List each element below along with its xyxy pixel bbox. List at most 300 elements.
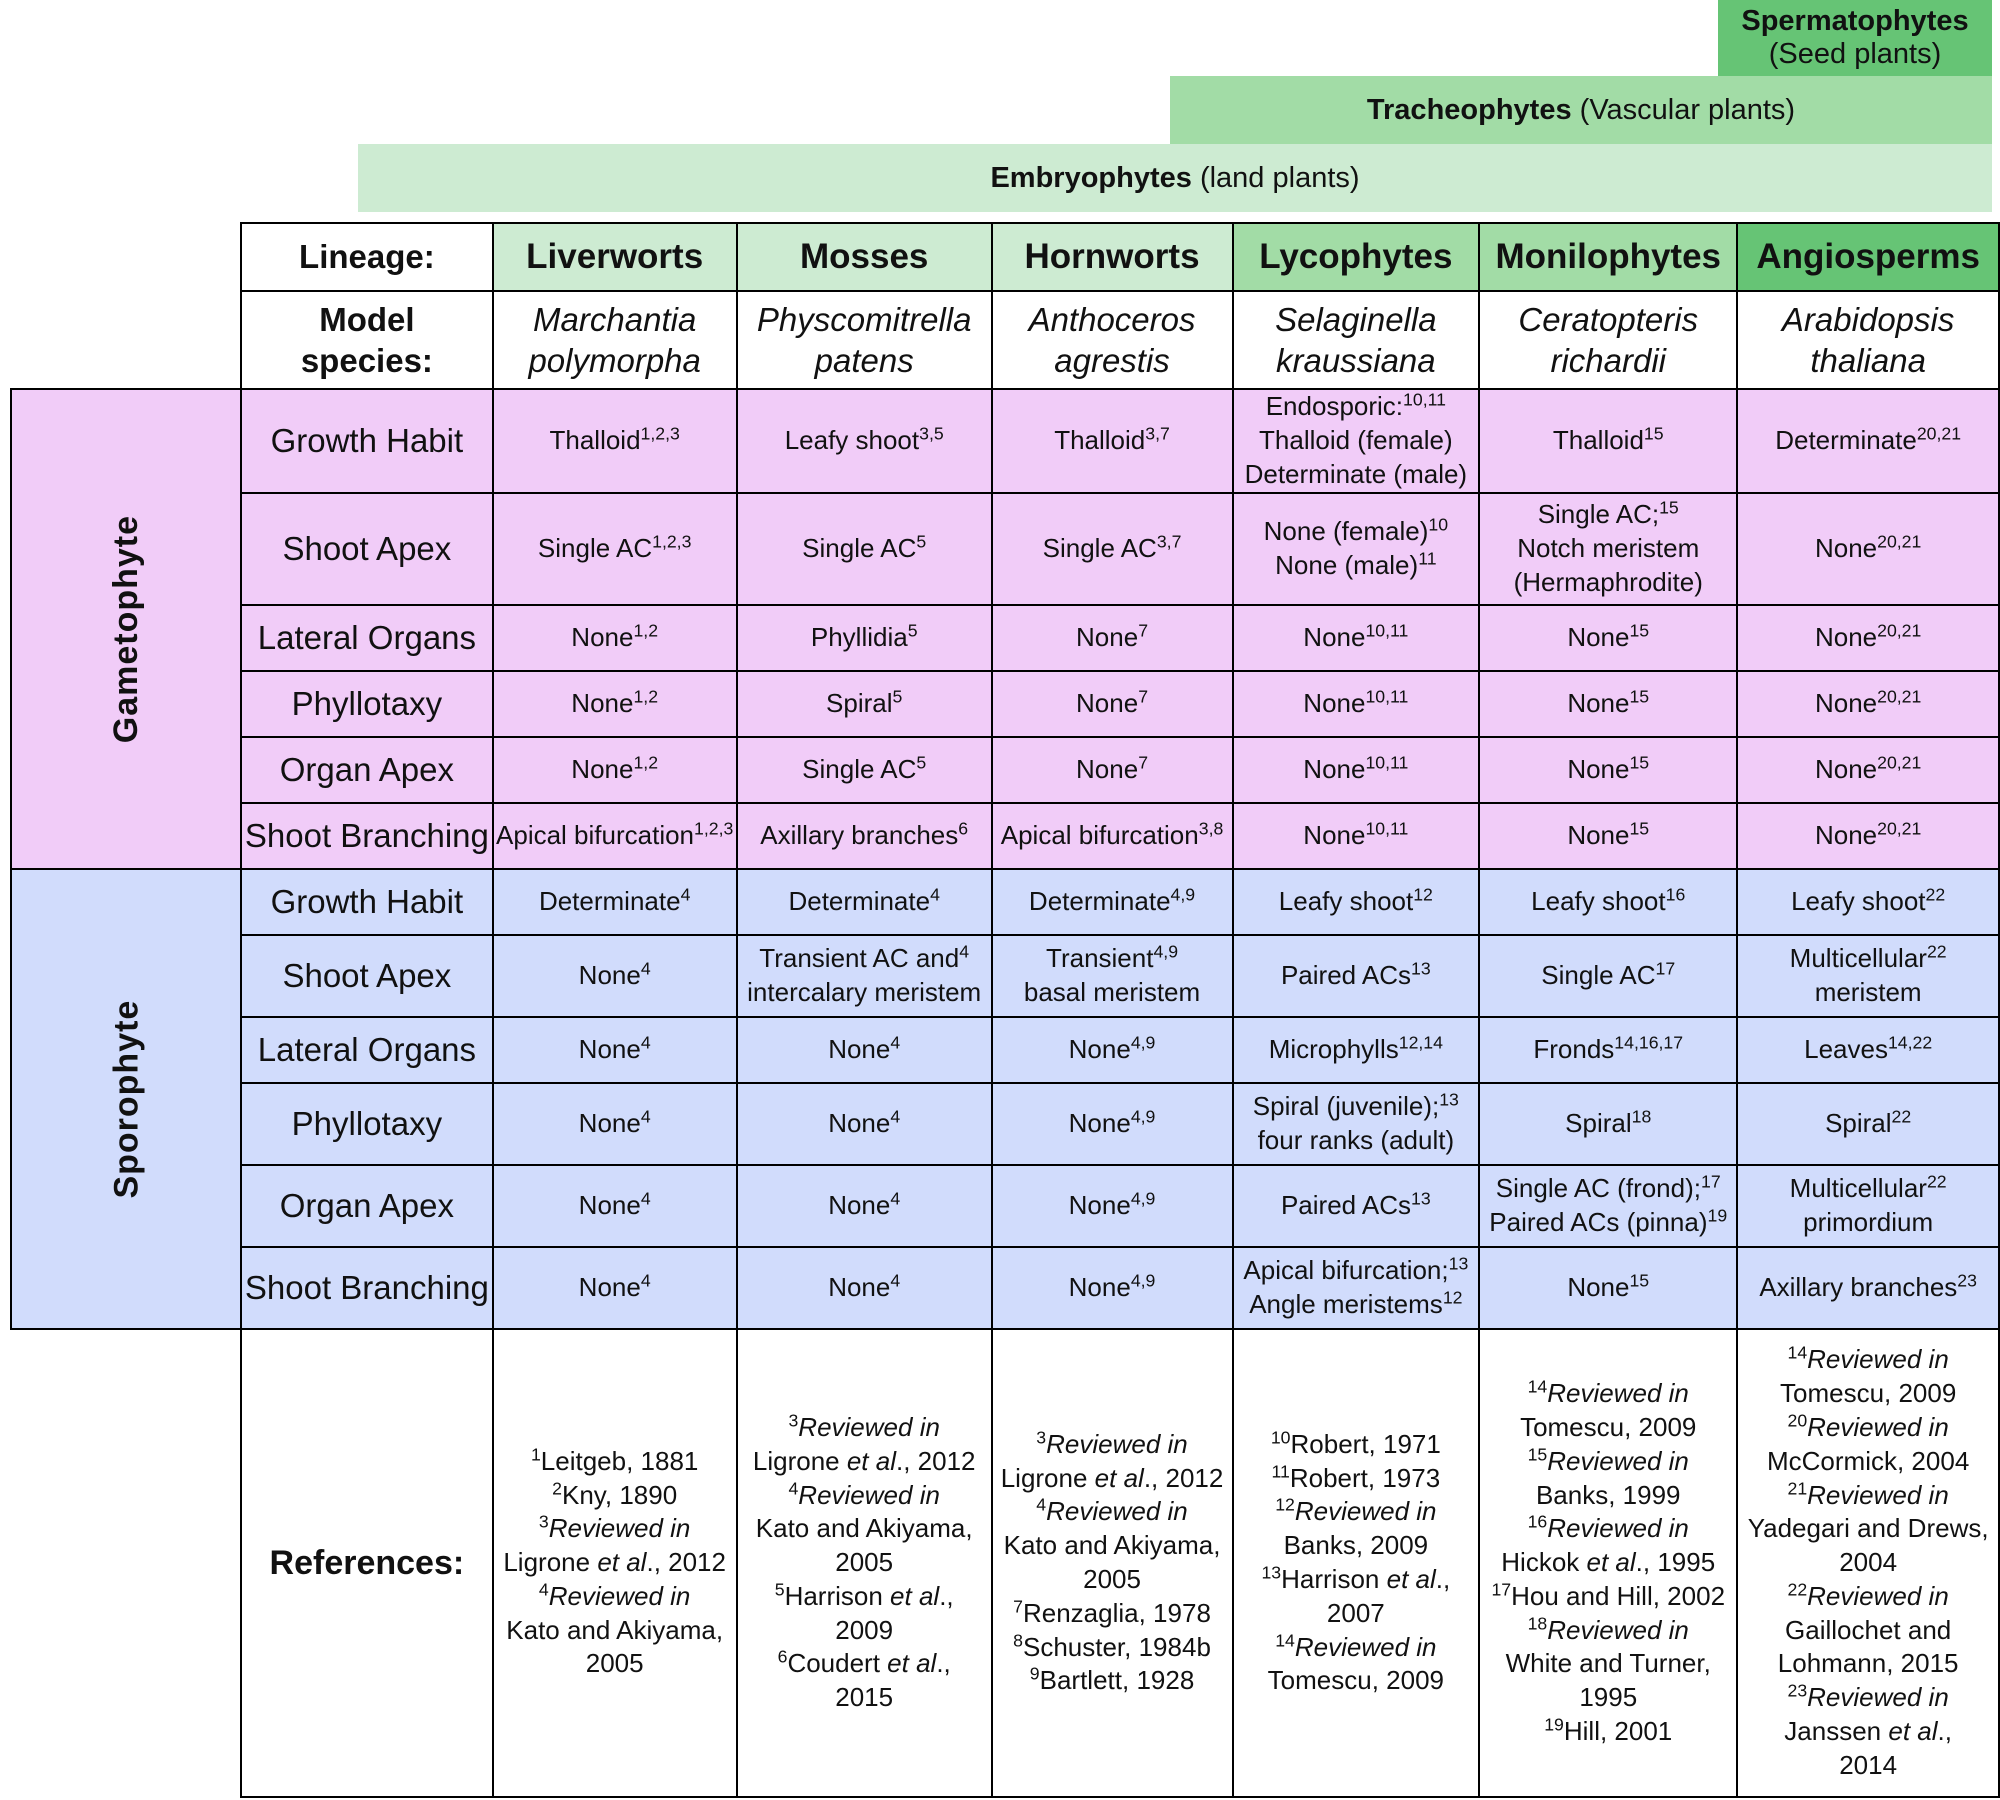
reference-text: 2005 (835, 1547, 894, 1578)
trait-line (1234, 549, 1479, 583)
reference-line (1480, 1647, 1736, 1681)
trait-label: Shoot Branching (241, 803, 492, 869)
citation-superscript: 13 (1448, 1253, 1469, 1274)
trait-line (738, 1271, 991, 1305)
trait-line (1480, 424, 1736, 458)
trait-cell (737, 1247, 992, 1329)
trait-cell (992, 671, 1233, 737)
trait-text: Thalloid (1552, 425, 1644, 456)
reference-line (1480, 1614, 1736, 1648)
citation-superscript: 15 (1629, 620, 1650, 641)
lineage-lycophytes: Lycophytes (1233, 223, 1480, 291)
species-genus: Arabidopsis (1781, 300, 1955, 338)
trait-cell (493, 1165, 737, 1247)
trait-line (1480, 959, 1736, 993)
citation-superscript: 23 (1957, 1270, 1977, 1291)
reference-line (993, 1529, 1232, 1563)
trait-text: None (1814, 533, 1878, 564)
trait-text: None (1814, 754, 1878, 785)
trait-text: Single AC (frond); (1495, 1173, 1701, 1204)
species-genus: Selaginella (1275, 300, 1437, 338)
reference-line (993, 1428, 1232, 1462)
trait-line (738, 753, 991, 787)
trait-cell (1233, 1165, 1480, 1247)
reference-text: Kato and Akiyama, (1003, 1530, 1221, 1561)
trait-label: Phyllotaxy (241, 671, 492, 737)
trait-text: None (1303, 622, 1366, 653)
species-label (241, 291, 492, 389)
trait-line (1234, 424, 1479, 458)
reference-italic: Reviewed in (1807, 1682, 1949, 1713)
reference-number: 5 (774, 1579, 785, 1600)
citation-superscript: 1,2,3 (694, 818, 734, 839)
trait-line (1234, 1033, 1479, 1067)
trait-text: Thalloid (1054, 425, 1146, 456)
reference-line (1234, 1664, 1479, 1698)
trait-text: Paired ACs (pinna) (1489, 1207, 1708, 1237)
reference-line (738, 1614, 991, 1648)
trait-line (1480, 687, 1736, 721)
trait-line (1480, 1172, 1736, 1206)
trait-label: Lateral Organs (241, 605, 492, 671)
reference-italic: Reviewed in (1547, 1378, 1689, 1409)
trait-label: Organ Apex (241, 1165, 492, 1247)
trait-cell (1737, 1017, 1999, 1083)
sporophyte-row-organ-apex (11, 1165, 1999, 1247)
reference-italic: Reviewed in (548, 1513, 691, 1544)
reference-line (1480, 1512, 1736, 1546)
trait-line (1234, 687, 1479, 721)
reference-italic: Reviewed in (798, 1479, 940, 1510)
reference-number: 17 (1491, 1579, 1512, 1600)
citation-superscript: 4 (680, 884, 691, 905)
embryophytes-name: Embryophytes (990, 161, 1192, 194)
reference-text: Tomescu, 2009 (1267, 1665, 1444, 1696)
reference-number: 16 (1527, 1511, 1548, 1532)
reference-text: Kny, 1890 (562, 1479, 678, 1510)
trait-text: None (578, 1272, 641, 1303)
citation-superscript: 13 (1439, 1089, 1459, 1110)
trait-line (1234, 1124, 1479, 1158)
reference-text: 2009 (835, 1614, 894, 1645)
trait-line (494, 424, 736, 458)
trait-text: Leafy shoot (1791, 886, 1926, 917)
trait-cell (1479, 1017, 1737, 1083)
species-genus: Ceratopteris (1518, 300, 1699, 338)
citation-superscript: 3,5 (919, 423, 944, 444)
trait-line (738, 942, 991, 976)
reference-number: 14 (1787, 1342, 1808, 1363)
reference-number: 3 (538, 1511, 549, 1532)
trait-cell (992, 737, 1233, 803)
trait-cell (1479, 803, 1737, 869)
citation-superscript: 20,21 (1877, 620, 1922, 641)
citation-superscript: 20,21 (1877, 686, 1922, 707)
citation-superscript: 22 (1925, 884, 1946, 905)
trait-text: Determinate (male) (1244, 458, 1468, 489)
citation-superscript: 10,11 (1365, 620, 1409, 641)
trait-line (738, 424, 991, 458)
trait-cell (1479, 1083, 1737, 1165)
trait-cell (1233, 737, 1480, 803)
reference-line (494, 1647, 736, 1681)
trait-line (1234, 959, 1479, 993)
trait-cell (737, 869, 992, 935)
trait-line (1738, 819, 1998, 853)
references-label: References: (241, 1329, 492, 1797)
reference-italic: et al (846, 1445, 896, 1476)
reference-line (1480, 1715, 1736, 1749)
trait-cell (992, 493, 1233, 605)
reference-line (993, 1664, 1232, 1698)
trait-line (993, 1033, 1232, 1067)
citation-superscript: 4 (890, 1032, 901, 1053)
tracheophytes-name: Tracheophytes (1366, 93, 1572, 126)
trait-text: Determinate (788, 886, 931, 917)
trait-line (1480, 532, 1736, 566)
citation-superscript: 4 (640, 958, 651, 979)
species-physcomitrella (737, 291, 992, 389)
reference-line (494, 1580, 736, 1614)
trait-cell (1737, 737, 1999, 803)
reference-text: ., (1937, 1716, 1952, 1747)
trait-cell (737, 389, 992, 493)
gametophyte-section-text: Gametophyte (107, 514, 146, 744)
reference-text: Schuster, 1984b (1022, 1631, 1211, 1662)
trait-text: primordium (1803, 1207, 1934, 1237)
reference-italic: Reviewed in (1547, 1614, 1689, 1645)
trait-cell (1233, 389, 1480, 493)
citation-superscript: 1,2 (633, 752, 659, 773)
reference-line (1738, 1445, 1998, 1479)
trait-line (1738, 1172, 1998, 1206)
trait-text: Spiral (juvenile); (1252, 1091, 1440, 1122)
trait-line (738, 976, 991, 1010)
trait-cell (1479, 493, 1737, 605)
reference-text: Ligrone (503, 1547, 598, 1578)
trait-text: None (1814, 688, 1878, 719)
trait-text: None (1303, 688, 1366, 719)
reference-line (993, 1597, 1232, 1631)
reference-line (738, 1445, 991, 1479)
trait-text: Single AC (537, 533, 653, 564)
trait-text: (Hermaphrodite) (1513, 566, 1703, 597)
species-label-line: species: (300, 342, 433, 379)
reference-text: Hou and Hill, 2002 (1511, 1580, 1726, 1611)
reference-line (1480, 1681, 1736, 1715)
reference-line (1234, 1631, 1479, 1665)
reference-number: 12 (1275, 1494, 1295, 1515)
species-row (11, 291, 1999, 389)
citation-superscript: 19 (1707, 1205, 1728, 1226)
trait-cell (493, 935, 737, 1017)
reference-text: ., (1435, 1564, 1451, 1594)
trait-line (993, 687, 1232, 721)
reference-number: 3 (1036, 1427, 1047, 1448)
reference-line (993, 1462, 1232, 1496)
reference-number: 21 (1787, 1477, 1808, 1498)
citation-superscript: 12 (1413, 884, 1433, 905)
trait-line (993, 1107, 1232, 1141)
citation-superscript: 10,11 (1365, 686, 1409, 707)
trait-text: None (1076, 622, 1139, 653)
reference-text: 2005 (585, 1648, 644, 1679)
citation-superscript: 17 (1655, 958, 1676, 979)
citation-superscript: 7 (1138, 620, 1149, 641)
citation-superscript: 13 (1411, 958, 1431, 979)
trait-text: None (1567, 688, 1630, 719)
species-epithet: kraussiana (1276, 342, 1436, 379)
trait-cell (737, 737, 992, 803)
trait-cell (1737, 671, 1999, 737)
reference-text: Tomescu, 2009 (1520, 1411, 1697, 1442)
citation-superscript: 7 (1138, 686, 1149, 707)
reference-number: 19 (1544, 1714, 1564, 1735)
reference-line (1738, 1580, 1998, 1614)
citation-superscript: 4,9 (1153, 941, 1179, 962)
references-cell (737, 1329, 992, 1797)
species-ceratopteris (1479, 291, 1737, 389)
trait-cell (493, 605, 737, 671)
reference-line (993, 1495, 1232, 1529)
trait-line (494, 1189, 736, 1223)
trait-cell (493, 803, 737, 869)
trait-cell (493, 737, 737, 803)
trait-text: None (female) (1263, 516, 1429, 547)
trait-text: None (1076, 754, 1139, 785)
trait-text: Paired ACs (1280, 960, 1412, 991)
citation-superscript: 15 (1629, 752, 1650, 773)
trait-text: Single AC (1042, 533, 1157, 564)
citation-superscript: 20,21 (1877, 752, 1922, 773)
reference-number: 9 (1029, 1663, 1040, 1684)
trait-text: Fronds (1533, 1034, 1615, 1065)
species-epithet: polymorpha (528, 342, 701, 379)
reference-text: Leitgeb, 1881 (540, 1445, 699, 1476)
gametophyte-section-label (11, 389, 241, 869)
trait-line (494, 1107, 736, 1141)
references-cell (493, 1329, 737, 1797)
embryophytes-desc: (land plants) (1199, 161, 1360, 194)
trait-text: None (571, 688, 634, 719)
trait-cell (737, 1083, 992, 1165)
reference-text: Lohmann, 2015 (1777, 1648, 1959, 1679)
trait-text: Apical bifurcation (1000, 820, 1199, 851)
citation-superscript: 3,8 (1198, 818, 1224, 839)
reference-text: Harrison (784, 1580, 891, 1611)
trait-cell (992, 1017, 1233, 1083)
trait-line (1234, 621, 1479, 655)
trait-text: Multicellular (1789, 943, 1927, 974)
reference-number: 4 (1036, 1494, 1047, 1515)
citation-superscript: 4 (640, 1188, 651, 1209)
species-genus: Marchantia (533, 300, 697, 338)
citation-superscript: 5 (907, 620, 918, 641)
trait-text: Spiral (826, 688, 893, 719)
trait-cell (992, 869, 1233, 935)
reference-line (1738, 1715, 1998, 1749)
reference-number: 18 (1527, 1613, 1548, 1634)
reference-line (1480, 1377, 1736, 1411)
reference-number: 4 (788, 1477, 799, 1498)
citation-superscript: 1,2 (633, 686, 659, 707)
trait-line (993, 753, 1232, 787)
trait-text: Axillary branches (760, 820, 959, 851)
trait-cell (992, 605, 1233, 671)
trait-text: Thalloid (female) (1259, 425, 1453, 456)
citation-superscript: 20,21 (1877, 531, 1922, 552)
trait-cell (737, 1165, 992, 1247)
reference-line (1234, 1495, 1479, 1529)
trait-line (494, 753, 736, 787)
trait-text: Single AC (802, 533, 917, 564)
reference-text: ., 2012 (646, 1547, 726, 1578)
references-spacer (11, 1329, 241, 1797)
trait-line (494, 621, 736, 655)
trait-line (1234, 1189, 1479, 1223)
reference-line (993, 1563, 1232, 1597)
citation-superscript: 4,9 (1130, 1270, 1156, 1291)
trait-line (1738, 885, 1998, 919)
trait-text: Notch meristem (1517, 533, 1700, 564)
spermatophytes-band (1718, 0, 1992, 76)
reference-line (738, 1512, 991, 1546)
trait-line (1234, 1090, 1479, 1124)
citation-superscript: 4,9 (1130, 1188, 1156, 1209)
trait-cell (1479, 737, 1737, 803)
sporophyte-row-growth-habit (11, 869, 1999, 935)
lineage-liverworts: Liverworts (493, 223, 737, 291)
reference-text: Ligrone (1000, 1462, 1095, 1493)
trait-text: None (578, 1108, 641, 1139)
citation-superscript: 4,9 (1170, 884, 1196, 905)
trait-text: basal meristem (1023, 977, 1201, 1007)
trait-label: Growth Habit (241, 389, 492, 493)
trait-line (494, 959, 736, 993)
trait-text: None (578, 1034, 641, 1065)
trait-line (1234, 819, 1479, 853)
references-cell (1233, 1329, 1480, 1797)
trait-text: None (1567, 622, 1630, 653)
reference-line (1234, 1462, 1479, 1496)
trait-line (993, 532, 1232, 566)
reference-italic: Reviewed in (1807, 1411, 1949, 1442)
trait-line (993, 621, 1232, 655)
trait-line (1234, 1288, 1479, 1322)
citation-superscript: 1,2 (633, 620, 659, 641)
reference-line (1480, 1479, 1736, 1513)
trait-cell (493, 1247, 737, 1329)
trait-line (1738, 1206, 1998, 1240)
trait-line (494, 687, 736, 721)
reference-line (1738, 1681, 1998, 1715)
reference-text: ., (936, 1648, 951, 1679)
citation-superscript: 1,2,3 (652, 531, 692, 552)
spermatophytes-desc: (Seed plants) (1768, 38, 1942, 70)
trait-text: None (1068, 1034, 1131, 1065)
citation-superscript: 12 (1442, 1287, 1463, 1308)
citation-superscript: 4 (640, 1032, 651, 1053)
trait-line (1480, 753, 1736, 787)
reference-number: 6 (777, 1646, 788, 1667)
reference-italic: Reviewed in (1294, 1496, 1437, 1527)
citation-superscript: 4 (930, 884, 940, 905)
reference-number: 14 (1275, 1629, 1295, 1650)
trait-text: intercalary meristem (747, 977, 982, 1007)
lineage-mosses: Mosses (737, 223, 992, 291)
reference-number: 20 (1787, 1410, 1808, 1431)
trait-cell (1233, 803, 1480, 869)
references-row (11, 1329, 1999, 1797)
reference-line (1738, 1749, 1998, 1783)
trait-cell (1233, 869, 1480, 935)
trait-text: Endosporic: (1265, 391, 1404, 422)
trait-line (1234, 515, 1479, 549)
reference-italic: et al (1094, 1462, 1144, 1493)
species-anthoceros (992, 291, 1233, 389)
trait-cell (1737, 389, 1999, 493)
reference-text: 2005 (1083, 1564, 1141, 1594)
reference-text: Hickok (1501, 1547, 1587, 1578)
trait-cell (1233, 671, 1480, 737)
citation-superscript: 5 (892, 686, 903, 707)
reference-number: 23 (1787, 1680, 1808, 1701)
citation-superscript: 11 (1418, 548, 1437, 569)
reference-line (1738, 1647, 1998, 1681)
reference-text: 2015 (835, 1682, 894, 1713)
trait-cell (992, 389, 1233, 493)
trait-text: Determinate (1028, 886, 1171, 917)
trait-text: Phyllidia (810, 622, 908, 653)
trait-line (494, 532, 736, 566)
citation-superscript: 10 (1428, 514, 1449, 535)
embryophytes-band (358, 144, 1992, 212)
reference-text: ., 2012 (896, 1445, 976, 1476)
trait-label: Phyllotaxy (241, 1083, 492, 1165)
trait-cell (1737, 803, 1999, 869)
citation-superscript: 6 (958, 818, 969, 839)
trait-line (1738, 424, 1998, 458)
trait-cell (1479, 869, 1737, 935)
trait-line (1738, 532, 1998, 566)
trait-cell (1479, 935, 1737, 1017)
trait-text: None (1814, 622, 1878, 653)
trait-line (1738, 1033, 1998, 1067)
trait-cell (1737, 935, 1999, 1017)
trait-cell (737, 493, 992, 605)
trait-cell (493, 671, 737, 737)
reference-text: ., 2012 (1143, 1462, 1224, 1493)
reference-line (1738, 1377, 1998, 1411)
trait-line (993, 885, 1232, 919)
reference-italic: Reviewed in (1046, 1496, 1188, 1527)
trait-text: None (1068, 1190, 1131, 1221)
reference-line (1480, 1546, 1736, 1580)
trait-line (1480, 1033, 1736, 1067)
species-epithet: thaliana (1810, 342, 1926, 379)
trait-line (1234, 390, 1479, 424)
trait-line (993, 819, 1232, 853)
reference-line (494, 1512, 736, 1546)
species-marchantia (493, 291, 737, 389)
reference-text: 1995 (1579, 1682, 1638, 1713)
citation-superscript: 15 (1629, 686, 1650, 707)
reference-italic: Reviewed in (1807, 1479, 1949, 1510)
trait-cell (1479, 1165, 1737, 1247)
trait-line (494, 885, 736, 919)
reference-line (993, 1631, 1232, 1665)
lineage-monilophytes: Monilophytes (1479, 223, 1737, 291)
